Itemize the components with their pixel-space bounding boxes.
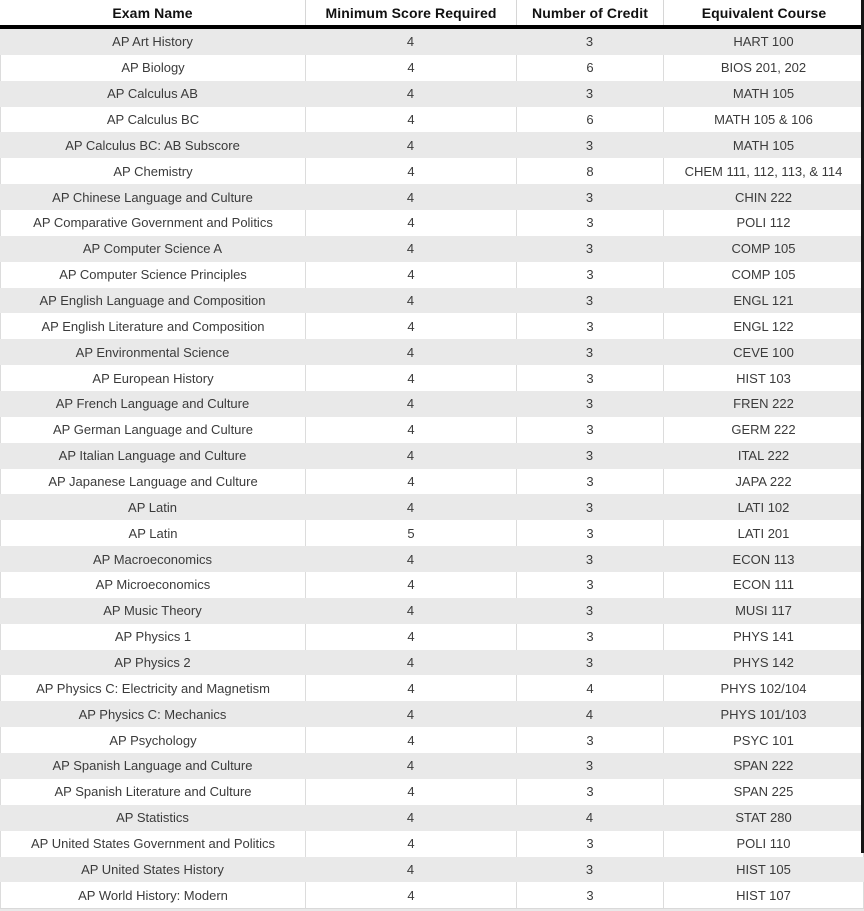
credit-count-cell: 4 — [585, 706, 594, 722]
table-row — [0, 831, 864, 857]
exam-name-cell: AP English Literature and Composition — [0, 313, 305, 339]
minimum-score-cell: 4 — [305, 262, 516, 288]
exam-name-cell: AP Chinese Language and Culture — [52, 189, 253, 205]
credit-count-cell: 3 — [585, 448, 594, 464]
equivalent-course-cell: MATH 105 — [732, 86, 795, 102]
credit-count-cell: 3 — [585, 293, 594, 309]
equivalent-course-cell: STAT 280 — [735, 810, 792, 826]
exam-name-cell: AP European History — [0, 365, 305, 391]
credit-count-cell: 3 — [585, 396, 594, 412]
minimum-score-cell: 5 — [305, 520, 516, 546]
exam-name-cell: AP French Language and Culture — [55, 396, 250, 412]
exam-name-cell: AP World History: Modern — [0, 882, 305, 908]
table-row — [0, 650, 864, 676]
minimum-score-cell: 4 — [305, 365, 516, 391]
equivalent-course-cell: LATI 201 — [663, 520, 864, 546]
credit-count-cell: 3 — [516, 882, 663, 908]
credit-count-cell: 3 — [585, 603, 594, 619]
exam-name-cell: AP Physics 1 — [0, 624, 305, 650]
exam-name-cell: AP Music Theory — [103, 603, 202, 619]
equivalent-course-cell: HIST 107 — [663, 882, 864, 908]
table-row — [0, 494, 864, 520]
exam-name-cell: AP Latin — [0, 520, 305, 546]
table-row — [0, 443, 864, 469]
equivalent-course-cell: LATI 102 — [737, 499, 790, 515]
equivalent-course-cell: PHYS 141 — [663, 624, 864, 650]
minimum-score-cell: 4 — [406, 396, 415, 412]
credit-count-cell: 3 — [585, 861, 594, 877]
table-row — [0, 262, 864, 288]
minimum-score-cell: 4 — [305, 727, 516, 753]
credit-count-cell: 3 — [516, 210, 663, 236]
credit-count-cell: 3 — [516, 624, 663, 650]
equivalent-course-cell: MATH 105 — [732, 137, 795, 153]
table-row — [0, 598, 864, 624]
table-header-row — [0, 0, 864, 25]
table-row — [0, 288, 864, 314]
minimum-score-cell: 4 — [406, 448, 415, 464]
minimum-score-cell: 4 — [305, 158, 516, 184]
exam-name-cell: AP United States History — [81, 861, 224, 877]
table-row — [0, 675, 864, 701]
minimum-score-cell: 4 — [406, 551, 415, 567]
exam-name-cell: AP Calculus BC: AB Subscore — [65, 137, 240, 153]
minimum-score-cell: 4 — [305, 417, 516, 443]
table-row — [0, 132, 864, 158]
table-row — [0, 469, 864, 495]
equivalent-course-cell: HIST 105 — [736, 861, 791, 877]
exam-name-cell: AP Calculus AB — [107, 86, 198, 102]
exam-name-cell: AP United States Government and Politics — [0, 831, 305, 857]
credit-count-cell: 3 — [585, 86, 594, 102]
equivalent-course-cell: HIST 103 — [663, 365, 864, 391]
column-header-number-of-credit: Number of Credit — [516, 0, 663, 25]
minimum-score-cell: 4 — [406, 344, 415, 360]
minimum-score-cell: 4 — [406, 241, 415, 257]
equivalent-course-cell: ITAL 222 — [737, 448, 790, 464]
equivalent-course-cell: JAPA 222 — [663, 469, 864, 495]
exam-name-cell: AP Chemistry — [0, 158, 305, 184]
table-row — [0, 55, 864, 81]
exam-name-cell: AP Psychology — [0, 727, 305, 753]
equivalent-course-cell: ENGL 122 — [663, 313, 864, 339]
table-row — [0, 572, 864, 598]
exam-name-cell: AP Italian Language and Culture — [58, 448, 247, 464]
table-row — [0, 81, 864, 107]
minimum-score-cell: 4 — [406, 758, 415, 774]
equivalent-course-cell: SPAN 225 — [663, 779, 864, 805]
equivalent-course-cell: CHIN 222 — [734, 189, 793, 205]
credit-count-cell: 3 — [516, 831, 663, 857]
equivalent-course-cell: CHEM 111, 112, 113, & 114 — [663, 158, 864, 184]
minimum-score-cell: 4 — [406, 34, 415, 50]
exam-name-cell: AP English Language and Composition — [39, 293, 266, 309]
minimum-score-cell: 4 — [406, 810, 415, 826]
exam-name-cell: AP Statistics — [116, 810, 189, 826]
equivalent-course-cell: CEVE 100 — [733, 344, 794, 360]
minimum-score-cell: 4 — [406, 137, 415, 153]
table-row — [0, 624, 864, 650]
table-row — [0, 184, 864, 210]
credit-count-cell: 3 — [585, 344, 594, 360]
column-header-equivalent-course: Equivalent Course — [663, 0, 864, 25]
credit-count-cell: 6 — [516, 107, 663, 133]
credit-count-cell: 3 — [585, 499, 594, 515]
equivalent-course-cell: MATH 105 & 106 — [663, 107, 864, 133]
exam-name-cell: AP German Language and Culture — [0, 417, 305, 443]
table-row — [0, 107, 864, 133]
equivalent-course-cell: POLI 110 — [663, 831, 864, 857]
minimum-score-cell: 4 — [305, 624, 516, 650]
credit-count-cell: 3 — [585, 189, 594, 205]
minimum-score-cell: 4 — [406, 603, 415, 619]
minimum-score-cell: 4 — [305, 313, 516, 339]
credit-count-cell: 3 — [516, 262, 663, 288]
minimum-score-cell: 4 — [406, 499, 415, 515]
credit-count-cell: 3 — [585, 655, 594, 671]
minimum-score-cell: 4 — [305, 210, 516, 236]
credit-count-cell: 3 — [585, 758, 594, 774]
credit-count-cell: 3 — [516, 365, 663, 391]
credit-count-cell: 3 — [516, 727, 663, 753]
table-row — [0, 857, 864, 883]
table-row — [0, 779, 864, 805]
exam-name-cell: AP Art History — [112, 34, 193, 50]
column-header-exam-name: Exam Name — [112, 4, 193, 21]
exam-name-cell: AP Comparative Government and Politics — [0, 210, 305, 236]
table-row — [0, 29, 864, 55]
credit-count-cell: 8 — [516, 158, 663, 184]
table-row — [0, 727, 864, 753]
credit-count-cell: 3 — [516, 313, 663, 339]
table-row — [0, 882, 864, 908]
equivalent-course-cell: SPAN 222 — [733, 758, 794, 774]
exam-name-cell: AP Physics C: Mechanics — [78, 706, 227, 722]
equivalent-course-cell: ECON 111 — [663, 572, 864, 598]
exam-name-cell: AP Spanish Literature and Culture — [0, 779, 305, 805]
minimum-score-cell: 4 — [305, 882, 516, 908]
minimum-score-cell: 4 — [305, 55, 516, 81]
table-row — [0, 365, 864, 391]
equivalent-course-cell: ECON 113 — [732, 551, 795, 567]
exam-name-cell: AP Biology — [0, 55, 305, 81]
credit-count-cell: 3 — [516, 469, 663, 495]
exam-name-cell: AP Physics C: Electricity and Magnetism — [0, 675, 305, 701]
table-row — [0, 313, 864, 339]
minimum-score-cell: 4 — [406, 706, 415, 722]
credit-count-cell: 3 — [585, 241, 594, 257]
minimum-score-cell: 4 — [305, 675, 516, 701]
equivalent-course-cell: POLI 112 — [663, 210, 864, 236]
credit-count-cell: 3 — [585, 137, 594, 153]
credit-count-cell: 3 — [516, 572, 663, 598]
table-row — [0, 701, 864, 727]
minimum-score-cell: 4 — [406, 189, 415, 205]
table-row — [0, 210, 864, 236]
table-row — [0, 158, 864, 184]
table-body — [0, 29, 864, 908]
column-header-minimum-score: Minimum Score Required — [305, 0, 516, 25]
minimum-score-cell: 4 — [406, 293, 415, 309]
minimum-score-cell: 4 — [406, 86, 415, 102]
exam-name-cell: AP Computer Science A — [82, 241, 223, 257]
minimum-score-cell: 4 — [305, 779, 516, 805]
equivalent-course-cell: ENGL 121 — [733, 293, 794, 309]
exam-name-cell: AP Latin — [128, 499, 177, 515]
table-row — [0, 339, 864, 365]
equivalent-course-cell: PHYS 101/103 — [720, 706, 807, 722]
equivalent-course-cell: PHYS 142 — [733, 655, 794, 671]
credit-count-cell: 6 — [516, 55, 663, 81]
exam-name-cell: AP Computer Science Principles — [0, 262, 305, 288]
minimum-score-cell: 4 — [406, 655, 415, 671]
equivalent-course-cell: FREN 222 — [733, 396, 794, 412]
equivalent-course-cell: COMP 105 — [663, 262, 864, 288]
equivalent-course-cell: BIOS 201, 202 — [663, 55, 864, 81]
credit-count-cell: 3 — [585, 551, 594, 567]
table-row — [0, 520, 864, 546]
credit-count-cell: 3 — [516, 417, 663, 443]
minimum-score-cell: 4 — [305, 831, 516, 857]
credit-count-cell: 3 — [516, 520, 663, 546]
exam-name-cell: AP Environmental Science — [75, 344, 230, 360]
equivalent-course-cell: PSYC 101 — [663, 727, 864, 753]
equivalent-course-cell: COMP 105 — [731, 241, 796, 257]
minimum-score-cell: 4 — [305, 469, 516, 495]
credit-count-cell: 3 — [585, 34, 594, 50]
exam-name-cell: AP Physics 2 — [114, 655, 191, 671]
table-row — [0, 236, 864, 262]
table-row — [0, 753, 864, 779]
minimum-score-cell: 4 — [406, 861, 415, 877]
credit-count-cell: 4 — [516, 675, 663, 701]
exam-name-cell: AP Macroeconomics — [93, 551, 212, 567]
exam-name-cell: AP Microeconomics — [0, 572, 305, 598]
minimum-score-cell: 4 — [305, 107, 516, 133]
table-row — [0, 805, 864, 831]
equivalent-course-cell: GERM 222 — [663, 417, 864, 443]
equivalent-course-cell: PHYS 102/104 — [663, 675, 864, 701]
credit-count-cell: 3 — [516, 779, 663, 805]
minimum-score-cell: 4 — [305, 572, 516, 598]
table-row — [0, 417, 864, 443]
exam-name-cell: AP Calculus BC — [0, 107, 305, 133]
table-row — [0, 546, 864, 572]
exam-name-cell: AP Japanese Language and Culture — [0, 469, 305, 495]
credit-count-cell: 4 — [585, 810, 594, 826]
table-row — [0, 391, 864, 417]
equivalent-course-cell: MUSI 117 — [735, 603, 792, 619]
equivalent-course-cell: HART 100 — [733, 34, 794, 50]
exam-name-cell: AP Spanish Language and Culture — [52, 758, 253, 774]
